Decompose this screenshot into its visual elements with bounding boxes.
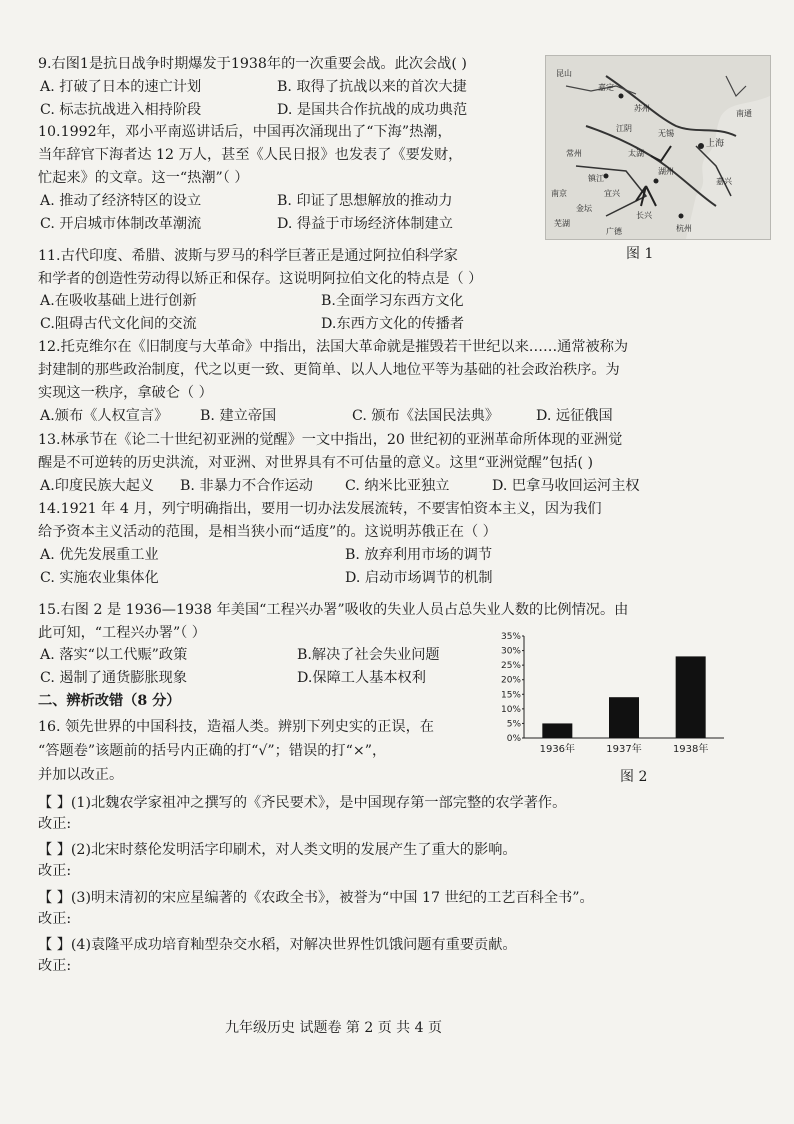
q14-option-d: D. 启动市场调节的机制 <box>345 570 493 586</box>
bar <box>676 656 706 738</box>
y-tick-label: 20% <box>500 675 521 686</box>
q14-option-a: A. 优先发展重工业 <box>40 547 159 563</box>
q16-item-2-fix: 改正: <box>38 863 72 879</box>
map-label: 南通 <box>736 109 752 118</box>
q12-option-b: B. 建立帝国 <box>200 408 277 424</box>
q12-option-d: D. 远征俄国 <box>536 408 613 424</box>
q10-line3: 忙起来》的文章。这一“热潮”（ ） <box>38 170 249 186</box>
map-label: 昆山 <box>556 69 572 78</box>
map-label: 苏州 <box>634 104 650 113</box>
q15-option-b: B.解决了社会失业问题 <box>297 647 440 663</box>
q10-option-d: D. 得益于市场经济体制建立 <box>277 216 453 232</box>
figure1-map <box>545 55 771 240</box>
q15-line2: 此可知，“工程兴办署”（ ） <box>38 625 206 641</box>
map-label: 金坛 <box>576 204 592 213</box>
section2-title: 二、辨析改错（8 分） <box>38 693 181 709</box>
figure2-bar-chart <box>492 630 732 762</box>
q14-option-c: C. 实施农业集体化 <box>40 570 159 586</box>
map-label: 芜湖 <box>554 219 570 228</box>
x-tick-label: 1937年 <box>606 744 642 755</box>
x-tick-label: 1938年 <box>672 744 709 755</box>
q16-item-3: 【 】(3)明末清初的宋应星编著的《农政全书》，被誉为“中国 17 世纪的工艺百科全书”。 <box>38 890 594 906</box>
q15-option-a: A. 落实“以工代赈”政策 <box>40 647 188 663</box>
q16-item-4: 【 】(4)袁隆平成功培育籼型杂交水稻，对解决世界性饥饿问题有重要贡献。 <box>38 937 517 953</box>
map-label: 太湖 <box>628 149 644 158</box>
q12-option-a: A.颁布《人权宣言》 <box>40 408 169 424</box>
map-label: 湖州 <box>658 167 674 176</box>
q9-option-c: C. 标志抗战进入相持阶段 <box>40 102 202 118</box>
q11-option-d: D.东西方文化的传播者 <box>321 316 465 332</box>
q9-option-b: B. 取得了抗战以来的首次大捷 <box>277 79 467 95</box>
y-tick-label: 0% <box>506 734 521 744</box>
q15-option-d: D.保障工人基本权利 <box>297 670 426 686</box>
q9-option-d: D. 是国共合作抗战的成功典范 <box>277 102 468 118</box>
y-tick-label: 30% <box>500 646 521 657</box>
q16-line2: “答题卷”该题前的括号内正确的打“√”；错误的打“×”， <box>38 743 387 759</box>
q12-line1: 12.托克维尔在《旧制度与大革命》中指出，法国大革命就是摧毁若干世纪以来……通常被称为 <box>38 339 629 355</box>
q11-line2: 和学者的创造性劳动得以矫正和保存。这说明阿拉伯文化的特点是（ ） <box>38 271 483 287</box>
q16-item-4-fix: 改正: <box>38 958 72 974</box>
map-label: 镇江 <box>588 174 604 183</box>
q12-line3: 实现这一秩序，拿破仑（ ） <box>38 385 213 401</box>
figure2-caption: 图 2 <box>620 769 648 785</box>
y-tick-label: 15% <box>500 690 521 701</box>
q12-line2: 封建制的那些政治制度，代之以更一致、更简单、以人人地位平等为基础的社会政治秩序。为 <box>38 362 620 378</box>
y-tick-label: 25% <box>500 661 521 672</box>
q16-line1: 16. 领先世界的中国科技，造福人类。辨别下列史实的正误，在 <box>38 719 434 735</box>
q13-option-a: A.印度民族大起义 <box>40 478 155 494</box>
q13-option-d: D. 巴拿马收回运河主权 <box>492 478 640 494</box>
page-footer: 九年级历史 试题卷 第 2 页 共 4 页 <box>225 1020 442 1036</box>
y-tick-label: 5% <box>506 719 521 730</box>
map-label: 上海 <box>706 139 725 149</box>
map-label: 嘉兴 <box>716 177 732 186</box>
q11-line1: 11.古代印度、希腊、波斯与罗马的科学巨著正是通过阿拉伯科学家 <box>38 248 458 264</box>
bar <box>542 723 572 738</box>
q11-option-c: C.阻碍古代文化间的交流 <box>40 316 197 332</box>
map-label: 长兴 <box>636 211 652 220</box>
map-label: 无锡 <box>658 129 674 138</box>
map-label: 江阴 <box>616 124 632 133</box>
q16-item-2: 【 】(2)北宋时蔡伦发明活字印刷术，对人类文明的发展产生了重大的影响。 <box>38 842 517 858</box>
q16-item-1: 【 】(1)北魏农学家祖冲之撰写的《齐民要术》，是中国现存第一部完整的农学著作。 <box>38 795 567 811</box>
q9-option-a: A. 打破了日本的速亡计划 <box>40 79 202 95</box>
q13-line2: 醒是不可逆转的历史洪流，对亚洲、对世界具有不可估量的意义。这里“亚洲觉醒”包括( ) <box>38 455 594 471</box>
map-label: 杭州 <box>676 224 692 233</box>
q15-option-c: C. 遏制了通货膨胀现象 <box>40 670 188 686</box>
q12-option-c: C. 颁布《法国民法典》 <box>352 408 500 424</box>
q16-line3: 并加以改正。 <box>38 767 124 783</box>
q11-option-b: B.全面学习东西方文化 <box>321 293 464 309</box>
x-tick-label: 1936年 <box>539 744 576 755</box>
q16-item-3-fix: 改正: <box>38 911 72 927</box>
q10-option-b: B. 印证了思想解放的推动力 <box>277 193 453 209</box>
q13-option-c: C. 纳米比亚独立 <box>345 478 450 494</box>
q13-line1: 13.林承节在《论二十世纪初亚洲的觉醒》一文中指出，20 世纪初的亚洲革命所体现的亚洲觉 <box>38 432 623 448</box>
map-label: 广德 <box>606 227 622 236</box>
map-label: 嘉定 <box>598 83 614 92</box>
q10-option-c: C. 开启城市体制改革潮流 <box>40 216 202 232</box>
q14-option-b: B. 放弃利用市场的调节 <box>345 547 493 563</box>
map-label: 常州 <box>566 149 582 158</box>
map-label: 宜兴 <box>604 189 620 198</box>
q10-option-a: A. 推动了经济特区的设立 <box>40 193 202 209</box>
q10-line1: 10.1992年，邓小平南巡讲话后，中国再次涌现出了“下海”热潮， <box>38 124 452 140</box>
q16-item-1-fix: 改正: <box>38 816 72 832</box>
q9-stem: 9.右图1是抗日战争时期爆发于1938年的一次重要会战。此次会战( ) <box>38 56 467 72</box>
q11-option-a: A.在吸收基础上进行创新 <box>40 293 197 309</box>
figure1-caption: 图 1 <box>626 246 654 262</box>
battle-map-illustration <box>546 56 770 239</box>
map-label: 南京 <box>551 189 567 198</box>
y-tick-label: 10% <box>500 704 521 715</box>
q15-line1: 15.右图 2 是 1936—1938 年美国“工程兴办署”吸收的失业人员占总失业人数的比例情况。由 <box>38 602 629 618</box>
q14-line2: 给予资本主义活动的范围，是相当狭小而“适度”的。这说明苏俄正在（ ） <box>38 524 497 540</box>
q10-line2: 当年辞官下海者达 12 万人，甚至《人民日报》也发表了《要发财， <box>38 147 463 163</box>
y-tick-label: 35% <box>500 632 521 642</box>
q14-line1: 14.1921 年 4 月，列宁明确指出，要用一切办法发展流转，不要害怕资本主义，因为我们 <box>38 501 602 517</box>
q13-option-b: B. 非暴力不合作运动 <box>180 478 313 494</box>
bar <box>609 697 639 738</box>
